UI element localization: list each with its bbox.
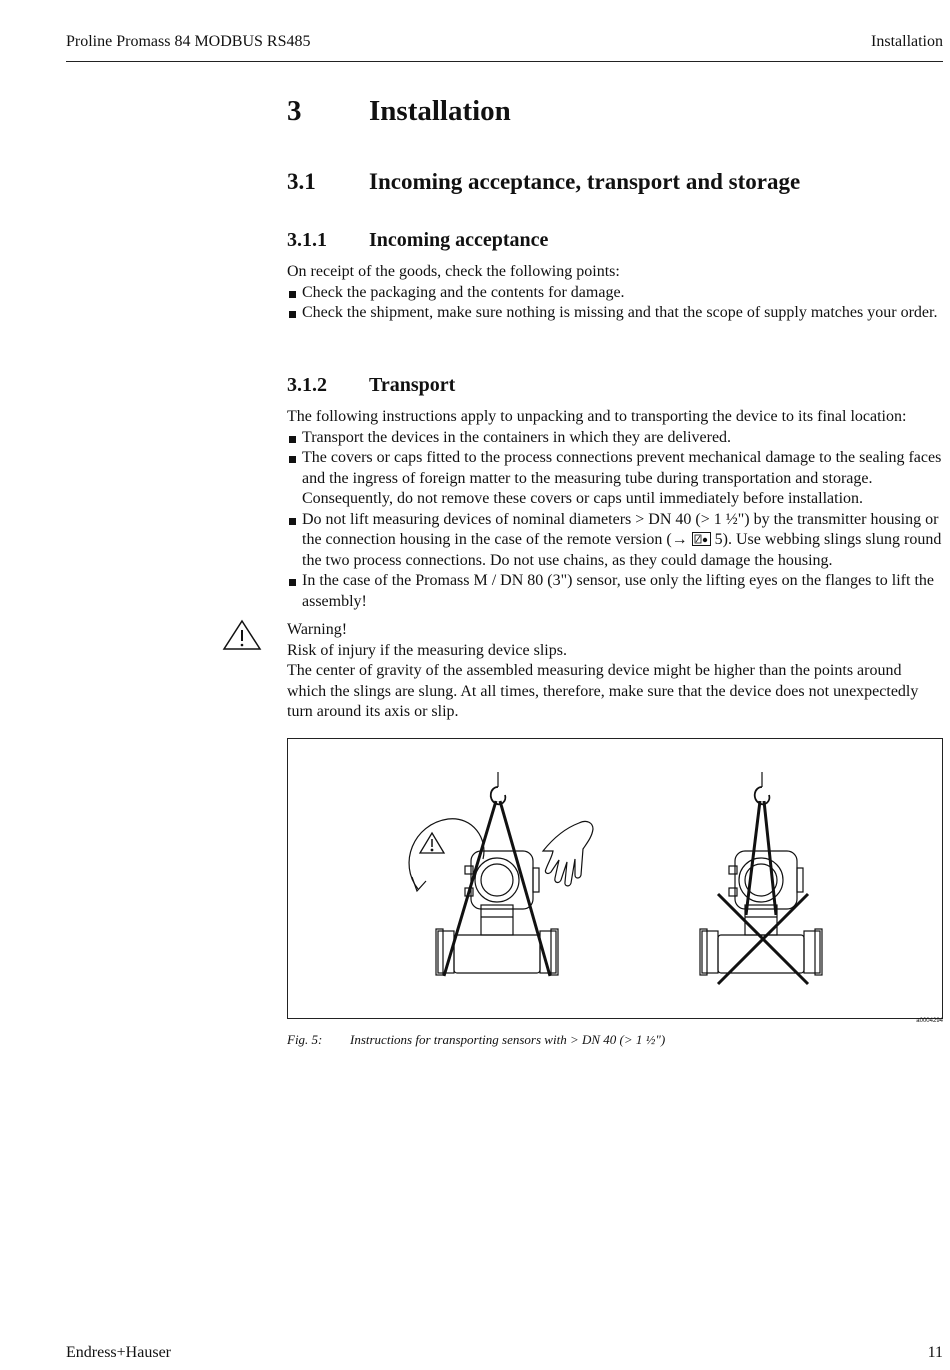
incoming-title: Incoming acceptance [369,229,549,251]
header-section-name: Installation [871,33,943,50]
transport-figure [287,738,943,1019]
header-document-title: Proline Promass 84 MODBUS RS485 [66,33,311,50]
figure-caption-text: Instructions for transporting sensors with > DN 40 (> 1 ½") [350,1032,666,1047]
list-item: In the case of the Promass M / DN 80 (3") sensor, use only the lifting eyes on the flanges to lift the assembly! [287,571,943,612]
list-item: Check the shipment, make sure nothing is missing and that the scope of supply matches your order. [287,303,943,324]
transport-intro: The following instructions apply to unpacking and to transporting the device to its final location: [287,408,907,425]
section-title: Incoming acceptance, transport and storage [369,169,801,194]
warning-label: Warning! [287,621,348,638]
bullet-icon [289,436,296,443]
list-item: The covers or caps fitted to the process connections prevent mechanical damage to the sealing faces and the ingress of foreign matter to the measuring tube during transportation and storage. Consequently, do not remove these covers or caps until immediately before installation. [287,448,943,510]
warning-block [287,620,943,723]
correct-lifting-drawing [409,772,593,976]
transport-instructions [287,428,943,613]
warning-triangle-icon [222,619,262,651]
bullet-icon [289,456,296,463]
incoming-acceptance-heading [287,229,548,252]
footer-brand: Endress+Hauser [66,1344,171,1361]
figure-caption [287,1032,665,1048]
figure-label: Fig. 5: [287,1032,323,1047]
bullet-icon [289,311,296,318]
section-number: 3.1 [287,169,316,194]
transport-number: 3.1.2 [287,374,327,396]
incorrect-lifting-drawing [700,772,822,984]
list-item: Transport the devices in the containers in which they are delivered. [287,428,943,449]
bullet-icon [289,579,296,586]
warning-text: The center of gravity of the assembled measuring device might be higher than the points around which the slings are slung. At all times, therefore, make sure that the device does not unexpectedly turn around its axis or slip. [287,662,919,720]
incoming-intro: On receipt of the goods, check the following points: [287,263,620,280]
bullet-icon [289,518,296,525]
page-header [66,30,943,62]
chapter-title: Installation [369,95,511,127]
list-item: Check the packaging and the contents for damage. [287,283,943,304]
transport-body [287,407,943,612]
transport-title: Transport [369,374,456,396]
chapter-number: 3 [287,95,302,127]
transport-heading [287,374,455,397]
figure-reference-icon[interactable] [692,532,711,546]
page-number: 11 [927,1344,943,1361]
bullet-icon [289,291,296,298]
section-heading [287,169,800,195]
incoming-acceptance-body [287,262,943,324]
figure-id: a0004294 [916,1018,943,1024]
chapter-heading [287,95,511,128]
incoming-checklist [287,283,943,324]
transport-illustration [288,739,942,1018]
list-item: Do not lift measuring devices of nominal diameters > DN 40 (> 1 ½") by the transmitter housing or the connection housing in the case of the remote version (→ 5). Use webbing slings slung round the two process connections. Do not use chains, as they could damage the housing. [287,510,943,572]
incoming-number: 3.1.1 [287,229,327,251]
warning-line: Risk of injury if the measuring device slips. [287,641,567,659]
